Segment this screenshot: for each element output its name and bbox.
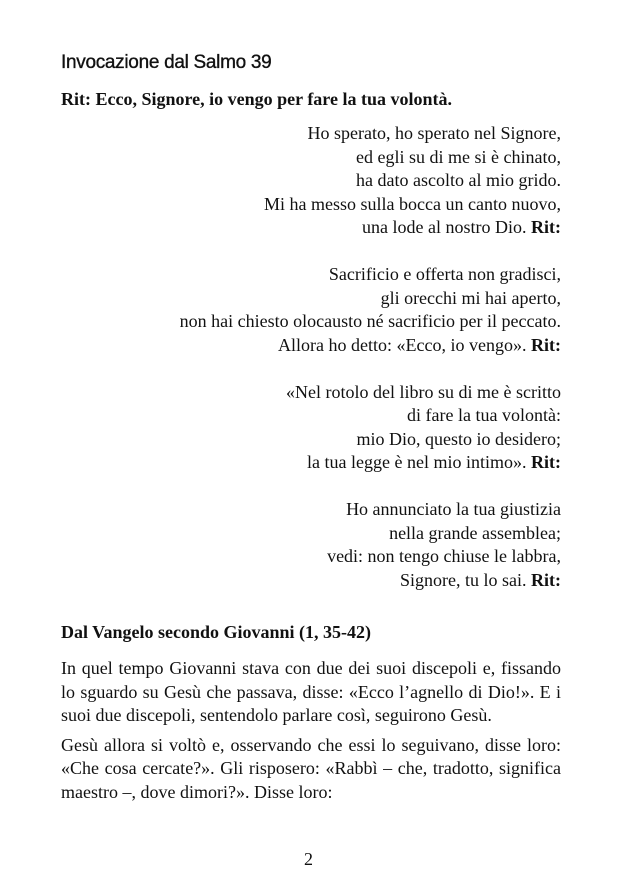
psalm-line: vedi: non tengo chiuse le labbra, [327, 546, 561, 566]
psalm-line: mio Dio, questo io desidero; [356, 428, 561, 449]
psalm-line: ed egli su di me si è chinato, [356, 146, 561, 167]
refrain-mark: Rit: [531, 334, 561, 355]
psalm-text [61, 122, 561, 616]
psalm-refrain: Rit: Ecco, Signore, io vengo per fare la tua volontà. [61, 89, 452, 109]
psalm-line: Ho sperato, ho sperato nel Signore, [307, 123, 561, 143]
psalm-line-final [61, 216, 561, 240]
psalm-line: di fare la tua volontà: [407, 405, 561, 425]
psalm-line: ha dato ascolto al mio grido. [356, 170, 561, 190]
psalm-line: Sacrificio e offerta non gradisci, [328, 264, 561, 284]
refrain-mark: Rit: [531, 569, 561, 590]
psalm-line: gli orecchi mi hai aperto, [380, 287, 561, 308]
psalm-section-title: Invocazione dal Salmo 39 [61, 52, 272, 73]
gospel-text [61, 657, 561, 810]
psalm-line: nella grande assemblea; [389, 522, 561, 543]
psalm-line-text: Allora ho detto: «Ecco, io vengo». [278, 334, 527, 355]
psalm-stanza-4 [61, 498, 561, 592]
refrain-mark: Rit: [531, 217, 561, 237]
gospel-title: Dal Vangelo secondo Giovanni (1, 35-42) [61, 622, 372, 642]
psalm-line: Mi ha messo sulla bocca un canto nuovo, [264, 193, 561, 214]
gospel-paragraph: In quel tempo Giovanni stava con due dei suoi discepoli e, fissando lo sguardo su Gesù che passava, disse: «Ecco l’agnello di Dio!». E i suoi due discepoli, sentendolo parlare così, seguirono Gesù. [61, 658, 561, 725]
psalm-line-text: Signore, tu lo sai. [400, 569, 527, 590]
psalm-stanza-3 [61, 381, 561, 475]
psalm-line: «Nel rotolo del libro su di me è scritto [286, 381, 561, 402]
psalm-stanza-1 [61, 122, 561, 240]
psalm-stanza-2 [61, 263, 561, 357]
gospel-paragraph: Gesù allora si voltò e, osservando che essi lo seguivano, disse loro: «Che cosa cercate?». Gli risposero: «Rabbì – che, tradotto, significa maestro –, dove dimori?». Disse loro: [61, 734, 561, 802]
psalm-line-text: la tua legge è nel mio intimo». [307, 452, 527, 472]
page-number: 2 [304, 849, 313, 869]
psalm-line-final [61, 451, 561, 475]
psalm-line: Ho annunciato la tua giustizia [346, 499, 561, 519]
psalm-line-text: una lode al nostro Dio. [362, 217, 527, 237]
psalm-line: non hai chiesto olocausto né sacrificio per il peccato. [179, 311, 561, 331]
refrain-mark: Rit: [531, 452, 561, 472]
psalm-line-final [61, 334, 561, 358]
psalm-line-final [61, 569, 561, 593]
